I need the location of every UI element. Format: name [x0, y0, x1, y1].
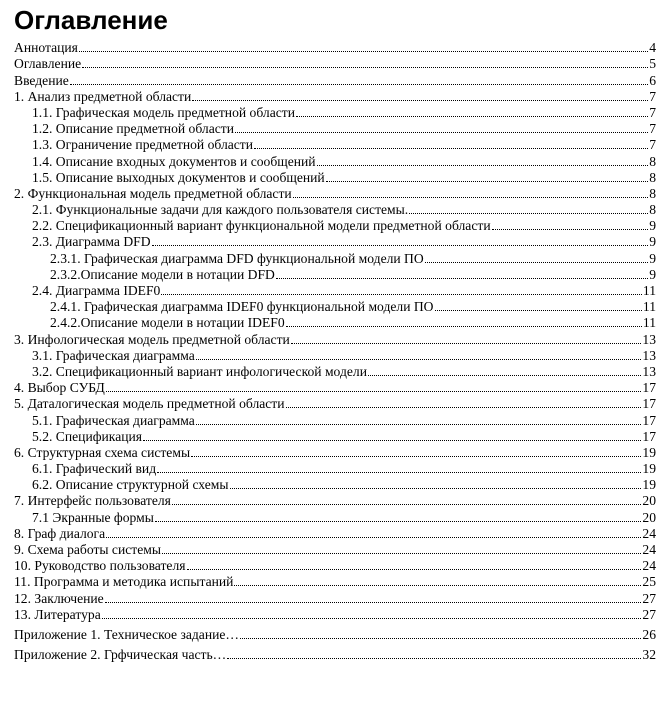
- toc-entry-page-number: 13: [642, 347, 656, 363]
- toc-entry-label: Приложение 2. Грфчическая часть…: [14, 646, 227, 662]
- toc-entry[interactable]: [14, 72, 656, 88]
- dot-leader: [227, 658, 641, 659]
- toc-entry[interactable]: [14, 461, 656, 477]
- dot-leader: [425, 262, 649, 263]
- toc-entry-page-number: 13: [642, 363, 656, 379]
- toc-entry-page-number: 19: [642, 461, 656, 477]
- toc-entry[interactable]: [14, 348, 656, 364]
- toc-entry[interactable]: [14, 40, 656, 56]
- toc-entry-page-number: 8: [649, 202, 656, 218]
- dot-leader: [161, 294, 642, 295]
- dot-leader: [196, 424, 642, 425]
- toc-entry-page-number: 17: [642, 412, 656, 428]
- dot-leader: [192, 100, 648, 101]
- dot-leader: [196, 359, 642, 360]
- dot-leader: [286, 407, 642, 408]
- toc-entry-label: 1.2. Описание предметной области: [32, 121, 234, 137]
- toc-entry-page-number: 8: [649, 169, 656, 185]
- dot-leader: [286, 326, 642, 327]
- toc-entry-label: 5.1. Графическая диаграмма: [32, 412, 195, 428]
- dot-leader: [293, 197, 649, 198]
- toc-entry-page-number: 17: [642, 380, 656, 396]
- toc-entry-page-number: 4: [649, 40, 656, 56]
- toc-entry[interactable]: [14, 89, 656, 105]
- toc-entry-label: 5. Даталогическая модель предметной области: [14, 396, 285, 412]
- toc-entry[interactable]: [14, 202, 656, 218]
- dot-leader: [187, 569, 642, 570]
- toc-entry-page-number: 25: [642, 574, 656, 590]
- dot-leader: [296, 116, 648, 117]
- toc-entry-page-number: 5: [649, 56, 656, 72]
- toc-entry[interactable]: [14, 445, 656, 461]
- toc-entry-label: 1. Анализ предметной области: [14, 88, 192, 104]
- toc-entry[interactable]: [14, 218, 656, 234]
- toc-entry-label: 6.1. Графический вид: [32, 461, 157, 477]
- toc-entry-page-number: 9: [649, 218, 656, 234]
- toc-entry-label: 6.2. Описание структурной схемы: [32, 477, 229, 493]
- toc-entry[interactable]: [14, 607, 656, 623]
- toc-entry[interactable]: [14, 526, 656, 542]
- dot-leader: [143, 440, 641, 441]
- toc-entry-label: 2. Функциональная модель предметной области: [14, 185, 292, 201]
- toc-entry[interactable]: [14, 331, 656, 347]
- toc-entry[interactable]: [14, 493, 656, 509]
- toc-entry-page-number: 9: [649, 266, 656, 282]
- toc-entry[interactable]: [14, 477, 656, 493]
- toc-entry[interactable]: [14, 574, 656, 590]
- toc-entry-page-number: 11: [642, 315, 656, 331]
- dot-leader: [162, 553, 641, 554]
- table-of-contents: [14, 40, 656, 663]
- toc-entry-label: 2.3.1. Графическая диаграмма DFD функциональной модели ПО: [50, 250, 424, 266]
- toc-entry[interactable]: [14, 590, 656, 606]
- toc-entry-page-number: 13: [642, 331, 656, 347]
- toc-entry[interactable]: [14, 364, 656, 380]
- dot-leader: [157, 472, 641, 473]
- toc-entry-page-number: 9: [649, 250, 656, 266]
- toc-entry-page-number: 20: [642, 493, 656, 509]
- toc-entry-label: 1.5. Описание выходных документов и сообщений: [32, 169, 325, 185]
- page-title: Оглавление: [14, 5, 168, 35]
- toc-entry-label: 7. Интерфейс пользователя: [14, 493, 171, 509]
- toc-entry[interactable]: [14, 625, 656, 643]
- toc-entry-label: 2.2. Спецификационный вариант функциональной модели предметной области: [32, 218, 491, 234]
- toc-entry[interactable]: [14, 186, 656, 202]
- toc-entry-label: Аннотация: [14, 40, 78, 56]
- toc-entry-page-number: 24: [642, 525, 656, 541]
- toc-entry-label: 13. Литература: [14, 606, 101, 622]
- dot-leader: [291, 343, 642, 344]
- toc-entry-label: 4. Выбор СУБД: [14, 380, 105, 396]
- toc-entry-label: 2.1. Функциональные задачи для каждого пользователя системы.: [32, 202, 409, 218]
- toc-entry[interactable]: [14, 380, 656, 396]
- toc-entry[interactable]: [14, 645, 656, 663]
- toc-entry-label: 5.2. Спецификация: [32, 428, 143, 444]
- toc-entry-page-number: 8: [649, 185, 656, 201]
- dot-leader: [235, 132, 648, 133]
- toc-entry[interactable]: [14, 234, 656, 250]
- toc-entry-label: 2.4.2.Описание модели в нотации IDEF0: [50, 315, 285, 331]
- toc-entry-page-number: 7: [649, 121, 656, 137]
- toc-entry-page-number: 11: [642, 299, 656, 315]
- dot-leader: [230, 488, 642, 489]
- toc-entry-label: Введение: [14, 72, 69, 88]
- toc-entry-label: 3.1. Графическая диаграмма: [32, 347, 195, 363]
- toc-entry[interactable]: [14, 412, 656, 428]
- dot-leader: [409, 213, 648, 214]
- toc-entry[interactable]: [14, 170, 656, 186]
- toc-entry[interactable]: [14, 558, 656, 574]
- toc-entry-page-number: 9: [649, 234, 656, 250]
- toc-entry-label: 3.2. Спецификационный вариант инфологической модели: [32, 363, 367, 379]
- dot-leader: [435, 310, 642, 311]
- toc-entry-page-number: 7: [649, 88, 656, 104]
- toc-entry[interactable]: [14, 299, 656, 315]
- toc-entry-label: 11. Программа и методика испытаний: [14, 574, 234, 590]
- toc-entry-page-number: 32: [642, 646, 656, 662]
- toc-entry[interactable]: [14, 250, 656, 266]
- toc-entry[interactable]: [14, 121, 656, 137]
- dot-leader: [106, 391, 642, 392]
- dot-leader: [172, 504, 642, 505]
- toc-entry-page-number: 8: [649, 153, 656, 169]
- toc-entry-label: 2.3.2.Описание модели в нотации DFD: [50, 266, 275, 282]
- toc-entry[interactable]: [14, 542, 656, 558]
- dot-leader: [276, 278, 648, 279]
- toc-entry[interactable]: [14, 509, 656, 525]
- toc-entry-page-number: 7: [649, 137, 656, 153]
- toc-entry-label: 3. Инфологическая модель предметной области: [14, 331, 290, 347]
- dot-leader: [102, 618, 642, 619]
- toc-entry-label: 12. Заключение: [14, 590, 104, 606]
- dot-leader: [191, 456, 641, 457]
- toc-entry-label: 2.4. Диаграмма IDEF0: [32, 283, 161, 298]
- toc-entry-label: Приложение 1. Техническое задание…: [14, 626, 240, 642]
- toc-entry-label: 6. Структурная схема системы: [14, 444, 191, 460]
- toc-entry-page-number: 26: [642, 626, 656, 642]
- toc-entry-page-number: 20: [642, 509, 656, 525]
- toc-entry[interactable]: [14, 283, 656, 299]
- toc-entry-page-number: 27: [642, 606, 656, 622]
- toc-entry-label: 1.4. Описание входных документов и сообщений: [32, 153, 316, 169]
- dot-leader: [317, 165, 649, 166]
- dot-leader: [70, 84, 648, 85]
- toc-entry-page-number: 24: [642, 558, 656, 574]
- dot-leader: [106, 537, 641, 538]
- dot-leader: [155, 521, 642, 522]
- toc-entry-page-number: 17: [642, 396, 656, 412]
- toc-entry-label: 8. Граф диалога: [14, 525, 106, 541]
- toc-entry-label: 9. Схема работы системы: [14, 542, 161, 557]
- toc-entry-label: 1.3. Ограничение предметной области: [32, 137, 254, 153]
- toc-entry-page-number: 17: [642, 428, 656, 444]
- toc-entry-page-number: 7: [649, 104, 656, 120]
- toc-entry-label: 7.1 Экранные формы: [32, 509, 154, 525]
- toc-entry-label: 10. Руководство пользователя: [14, 558, 186, 574]
- dot-leader: [254, 148, 648, 149]
- dot-leader: [240, 638, 641, 639]
- dot-leader: [492, 229, 649, 230]
- toc-entry-page-number: 27: [642, 590, 656, 606]
- toc-entry[interactable]: [14, 56, 656, 72]
- toc-entry-page-number: 24: [642, 542, 656, 557]
- toc-entry[interactable]: [14, 105, 656, 121]
- toc-entry[interactable]: [14, 137, 656, 153]
- toc-entry[interactable]: [14, 267, 656, 283]
- toc-entry-page-number: 19: [642, 444, 656, 460]
- dot-leader: [152, 245, 649, 246]
- toc-entry[interactable]: [14, 315, 656, 331]
- dot-leader: [82, 67, 648, 68]
- dot-leader: [326, 181, 649, 182]
- toc-entry-page-number: 19: [642, 477, 656, 493]
- dot-leader: [234, 585, 641, 586]
- toc-entry[interactable]: [14, 153, 656, 169]
- toc-entry-page-number: 11: [642, 283, 656, 298]
- toc-entry-label: 1.1. Графическая модель предметной области: [32, 104, 295, 120]
- toc-entry[interactable]: [14, 396, 656, 412]
- toc-entry[interactable]: [14, 429, 656, 445]
- toc-entry-page-number: 6: [649, 72, 656, 88]
- toc-entry-label: 2.4.1. Графическая диаграмма IDEF0 функциональной модели ПО: [50, 299, 434, 315]
- toc-entry-label: 2.3. Диаграмма DFD: [32, 234, 151, 250]
- dot-leader: [368, 375, 641, 376]
- toc-entry-label: Оглавление: [14, 56, 82, 72]
- dot-leader: [79, 51, 648, 52]
- dot-leader: [105, 602, 642, 603]
